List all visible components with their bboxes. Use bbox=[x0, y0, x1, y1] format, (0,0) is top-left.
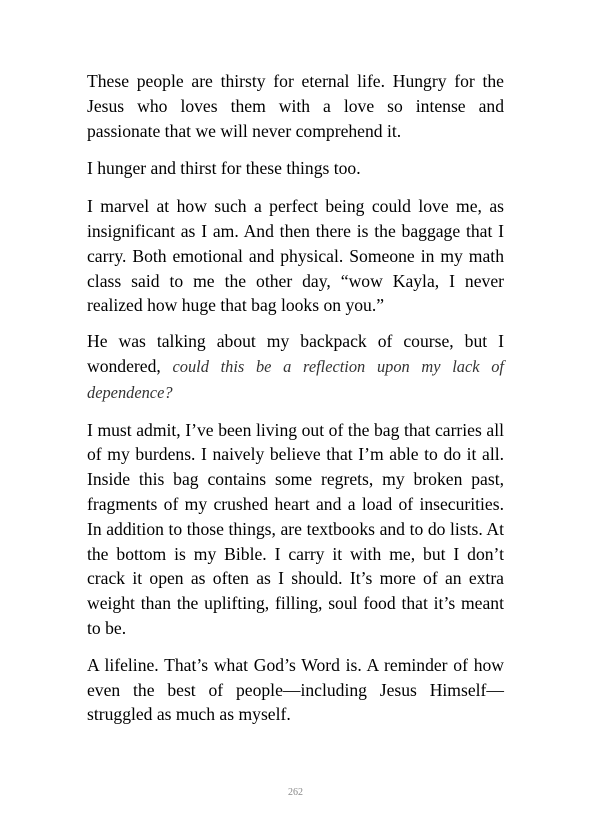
paragraph: These people are thirsty for eternal life. Hungry for the Jesus who loves them with a love so intense and passionate that we will never comprehend it. bbox=[87, 71, 504, 141]
paragraph: I marvel at how such a perfect being could love me, as insignificant as I am. And then there is the baggage that I carry. Both emotional and physical. Someone in my math class said to me the other day, “wow Kayla, I never realized how huge that bag looks on you.” bbox=[87, 196, 504, 316]
page-number: 262 bbox=[288, 787, 303, 798]
body-text bbox=[87, 69, 504, 740]
paragraph: A lifeline. That’s what God’s Word is. A reminder of how even the best of people—including Jesus Himself—struggled as much as myself. bbox=[87, 654, 504, 725]
paragraph-text: He was talking about my backpack of course, but I wondered, bbox=[87, 331, 504, 376]
italic-reflection: could this be a reflection upon my lack of dependence? bbox=[87, 356, 504, 402]
paragraph bbox=[87, 329, 504, 405]
paragraph: I must admit, I’ve been living out of the bag that carries all of my burdens. I naively believe that I’m able to do it all. Inside this bag contains some regrets, my broken past, fragments of my crushed heart and a load of insecurities. In addition to those things, are textbooks and to do lists. At the bottom is my Bible. I carry it with me, but I don’t crack it open as often as I should. It’s more of an extra weight than the uplifting, filling, soul food that it’s meant to be. bbox=[87, 419, 504, 638]
paragraph: I hunger and thirst for these things too. bbox=[87, 158, 361, 179]
